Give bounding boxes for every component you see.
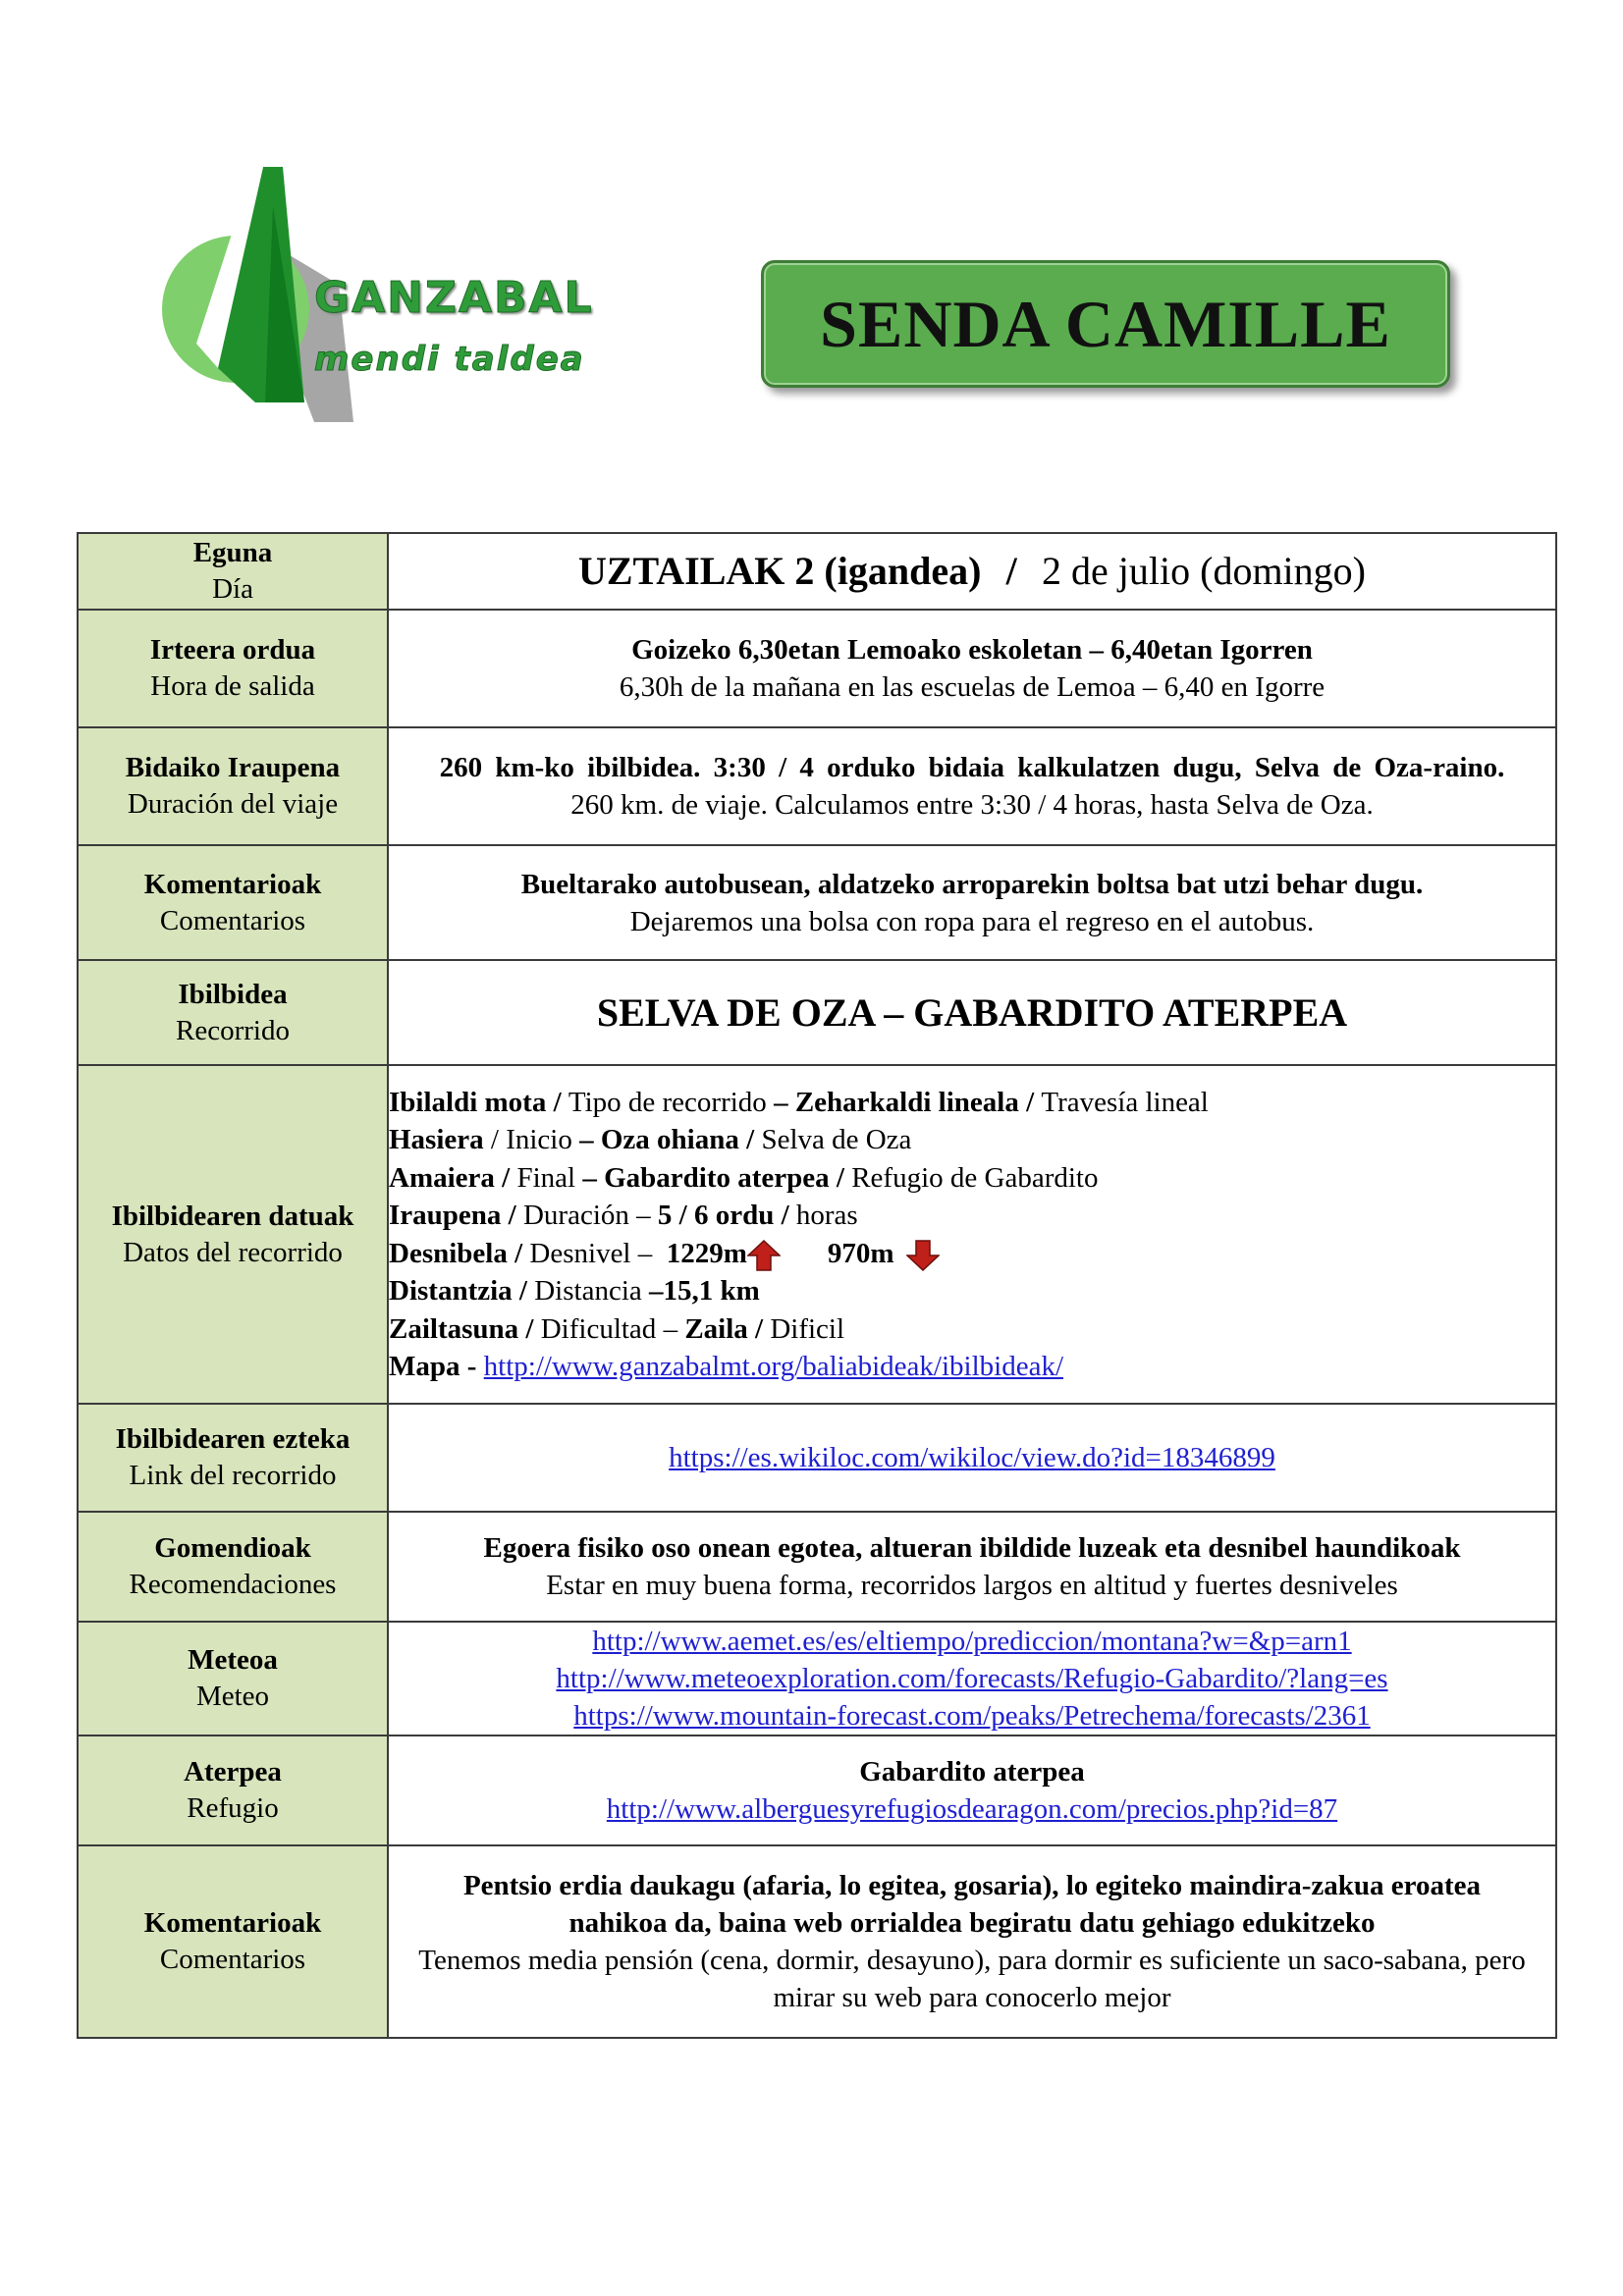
- day-basque: UZTAILAK 2 (igandea): [577, 549, 982, 593]
- day-spanish: 2 de julio (domingo): [1042, 549, 1366, 593]
- mountain-forecast-link[interactable]: https://www.mountain-forecast.com/peaks/Petrechema/forecasts/2361: [573, 1700, 1371, 1732]
- route-type-line: Ibilaldi mota / Tipo de recorrido – Zeharkaldi lineala / Travesía lineal: [389, 1086, 1209, 1118]
- arrow-down-icon: [906, 1240, 940, 1271]
- label-es: Recorrido: [176, 1014, 290, 1046]
- elevation-label-eu: Desnibela: [389, 1237, 508, 1269]
- refuge-comments-basque: Pentsio erdia daukagu (afaria, lo egitea, gosaria), lo egiteko maindira-zakua eroatea nahikoa da, baina web orrialdea begiratu datu gehiago edukitzeko: [462, 1870, 1482, 1939]
- start-value-eu: Oza ohiana: [600, 1124, 739, 1155]
- value-cell: [388, 1404, 1556, 1512]
- label-es: Hora de salida: [150, 670, 315, 702]
- value-cell: [388, 960, 1556, 1065]
- start-label-eu: Hasiera: [389, 1124, 484, 1155]
- row-comments-bus: [78, 845, 1556, 960]
- refuge-link[interactable]: http://www.alberguesyrefugiosdearagon.com/precios.php?id=87: [606, 1793, 1338, 1825]
- difficulty-value-eu: Zaila: [684, 1312, 748, 1345]
- value-cell: [388, 1622, 1556, 1735]
- map-line: [389, 1348, 1555, 1386]
- label-cell: [78, 610, 388, 727]
- difficulty-label-es: Dificultad: [540, 1312, 657, 1345]
- label-eu: Aterpea: [184, 1756, 282, 1788]
- start-line: Hasiera / Inicio – Oza ohiana / Selva de Oza: [389, 1124, 912, 1155]
- elevation-up-value: 1229m: [666, 1237, 747, 1269]
- recommendations-spanish: Estar en muy buena forma, recorridos largos en altitud y fuertes desniveles: [546, 1570, 1398, 1601]
- label-cell: [78, 727, 388, 845]
- duration-label-eu: Iraupena: [389, 1200, 502, 1231]
- value-cell: [388, 727, 1556, 845]
- page-title: SENDA CAMILLE: [820, 286, 1391, 361]
- label-cell: [78, 960, 388, 1065]
- value-cell: [388, 1735, 1556, 1845]
- comments-spanish: Dejaremos una bolsa con ropa para el regreso en el autobus.: [629, 905, 1315, 937]
- label-es: Link del recorrido: [129, 1460, 337, 1491]
- label-eu: Meteoa: [188, 1644, 278, 1676]
- excursion-info-table: [77, 532, 1557, 2039]
- route-type-label-eu: Ibilaldi mota: [389, 1086, 547, 1118]
- value-cell: [388, 610, 1556, 727]
- route-type-value-eu: Zeharkaldi lineala: [794, 1086, 1019, 1118]
- recommendations-basque: Egoera fisiko oso onean egotea, altueran ibildide luzeak eta desnibel haundikoak: [483, 1532, 1461, 1564]
- label-cell: [78, 1404, 388, 1512]
- meteoexploration-link[interactable]: http://www.meteoexploration.com/forecasts/Refugio-Gabardito/?lang=es: [556, 1663, 1388, 1694]
- comments-basque: Bueltarako autobusean, aldatzeko arroparekin boltsa bat utzi behar dugu.: [520, 868, 1424, 900]
- label-eu: Gomendioak: [154, 1532, 311, 1564]
- wikiloc-link[interactable]: https://es.wikiloc.com/wikiloc/view.do?id=18346899: [669, 1442, 1275, 1473]
- label-eu: Bidaiko Iraupena: [125, 752, 341, 783]
- label-eu: Komentarioak: [143, 868, 322, 900]
- row-departure: [78, 610, 1556, 727]
- duration-unit: horas: [795, 1200, 858, 1231]
- row-day: [78, 533, 1556, 610]
- label-es: Comentarios: [159, 904, 306, 936]
- label-cell: [78, 533, 388, 610]
- row-route-link: [78, 1404, 1556, 1512]
- ganzabal-logo: [157, 167, 594, 437]
- logo-subtitle: mendi taldea: [314, 340, 585, 379]
- duration-line: Iraupena / Duración – 5 / 6 ordu / horas: [389, 1200, 858, 1231]
- label-eu: Komentarioak: [143, 1907, 322, 1939]
- distance-label-es: Distancia: [534, 1275, 642, 1307]
- map-link[interactable]: http://www.ganzabalmt.org/baliabideak/ibilbideak/: [483, 1351, 1063, 1382]
- distance-line: Distantzia / Distancia –15,1 km: [389, 1275, 760, 1307]
- row-route: [78, 960, 1556, 1065]
- value-cell: [388, 533, 1556, 610]
- end-value-es: Refugio de Gabardito: [851, 1161, 1099, 1194]
- duration-value: 5 / 6 ordu: [657, 1200, 775, 1231]
- label-es: Recomendaciones: [129, 1569, 337, 1600]
- label-eu: Eguna: [192, 537, 273, 568]
- label-eu: Ibilbidearen ezteka: [115, 1423, 351, 1455]
- value-cell: [388, 1512, 1556, 1622]
- distance-value: 15,1 km: [663, 1275, 760, 1307]
- value-cell: [388, 1845, 1556, 2038]
- elevation-label-es: Desnivel: [529, 1237, 631, 1269]
- difficulty-value-es: Dificil: [770, 1312, 845, 1345]
- label-es: Día: [212, 573, 253, 605]
- refuge-name: Gabardito aterpea: [859, 1756, 1085, 1788]
- start-label-es: Inicio: [506, 1124, 572, 1155]
- elevation-line: Desnibela / Desnivel – 1229m 970m: [389, 1235, 1555, 1273]
- value-cell: [388, 845, 1556, 960]
- departure-basque: Goizeko 6,30etan Lemoako eskoletan – 6,40etan Igorren: [631, 634, 1313, 666]
- row-comments-refuge: [78, 1845, 1556, 2038]
- label-eu: Irteera ordua: [149, 634, 316, 666]
- departure-spanish: 6,30h de la mañana en las escuelas de Lemoa – 6,40 en Igorre: [619, 671, 1325, 703]
- distance-label-eu: Distantzia: [389, 1275, 513, 1307]
- label-cell: [78, 1622, 388, 1735]
- row-weather: [78, 1622, 1556, 1735]
- duration-basque: 260 km-ko ibilbidea. 3:30 / 4 orduko bidaia kalkulatzen dugu, Selva de Oza-raino.: [439, 752, 1505, 783]
- label-es: Duración del viaje: [127, 788, 339, 820]
- label-cell: [78, 1735, 388, 1845]
- label-cell: [78, 1845, 388, 2038]
- arrow-up-icon: [747, 1240, 781, 1271]
- elevation-down-value: 970m: [827, 1237, 894, 1269]
- label-cell: [78, 1512, 388, 1622]
- label-cell: [78, 845, 388, 960]
- logo-name: GANZABAL: [314, 273, 594, 323]
- label-cell: [78, 1065, 388, 1404]
- end-line: Amaiera / Final – Gabardito aterpea / Refugio de Gabardito: [389, 1161, 1099, 1194]
- label-eu: Ibilbidea: [178, 978, 288, 1010]
- label-eu: Ibilbidearen datuak: [111, 1200, 354, 1232]
- end-value-eu: Gabardito aterpea: [604, 1161, 830, 1194]
- end-label-eu: Amaiera: [389, 1161, 495, 1194]
- route-name: SELVA DE OZA – GABARDITO ATERPEA: [596, 989, 1348, 1035]
- route-type-value-es: Travesía lineal: [1041, 1086, 1209, 1118]
- start-value-es: Selva de Oza: [761, 1124, 912, 1155]
- label-es: Meteo: [195, 1681, 270, 1712]
- day-separator: /: [1005, 549, 1017, 593]
- title-banner: [761, 260, 1450, 388]
- row-recommendations: [78, 1512, 1556, 1622]
- duration-spanish: 260 km. de viaje. Calculamos entre 3:30 / 4 horas, hasta Selva de Oza.: [570, 789, 1374, 821]
- route-data-cell: [388, 1065, 1556, 1404]
- end-label-es: Final: [516, 1161, 576, 1194]
- row-refuge: [78, 1735, 1556, 1845]
- difficulty-line: Zailtasuna / Dificultad – Zaila / Dificil: [389, 1312, 845, 1345]
- row-route-data: [78, 1065, 1556, 1404]
- label-es: Comentarios: [159, 1944, 306, 1975]
- difficulty-label-eu: Zailtasuna: [389, 1312, 519, 1345]
- row-duration: [78, 727, 1556, 845]
- aemet-link[interactable]: http://www.aemet.es/es/eltiempo/prediccion/montana?w=&p=arn1: [592, 1626, 1352, 1657]
- label-es: Datos del recorrido: [123, 1236, 343, 1268]
- duration-label-es: Duración: [522, 1200, 629, 1231]
- refuge-comments-spanish: Tenemos media pensión (cena, dormir, desayuno), para dormir es suficiente un saco-sabana, pero mirar su web para conocerlo mejor: [418, 1945, 1526, 2013]
- map-label: Mapa -: [389, 1351, 477, 1382]
- label-es: Refugio: [187, 1792, 279, 1824]
- route-type-label-es: Tipo de recorrido: [568, 1086, 767, 1118]
